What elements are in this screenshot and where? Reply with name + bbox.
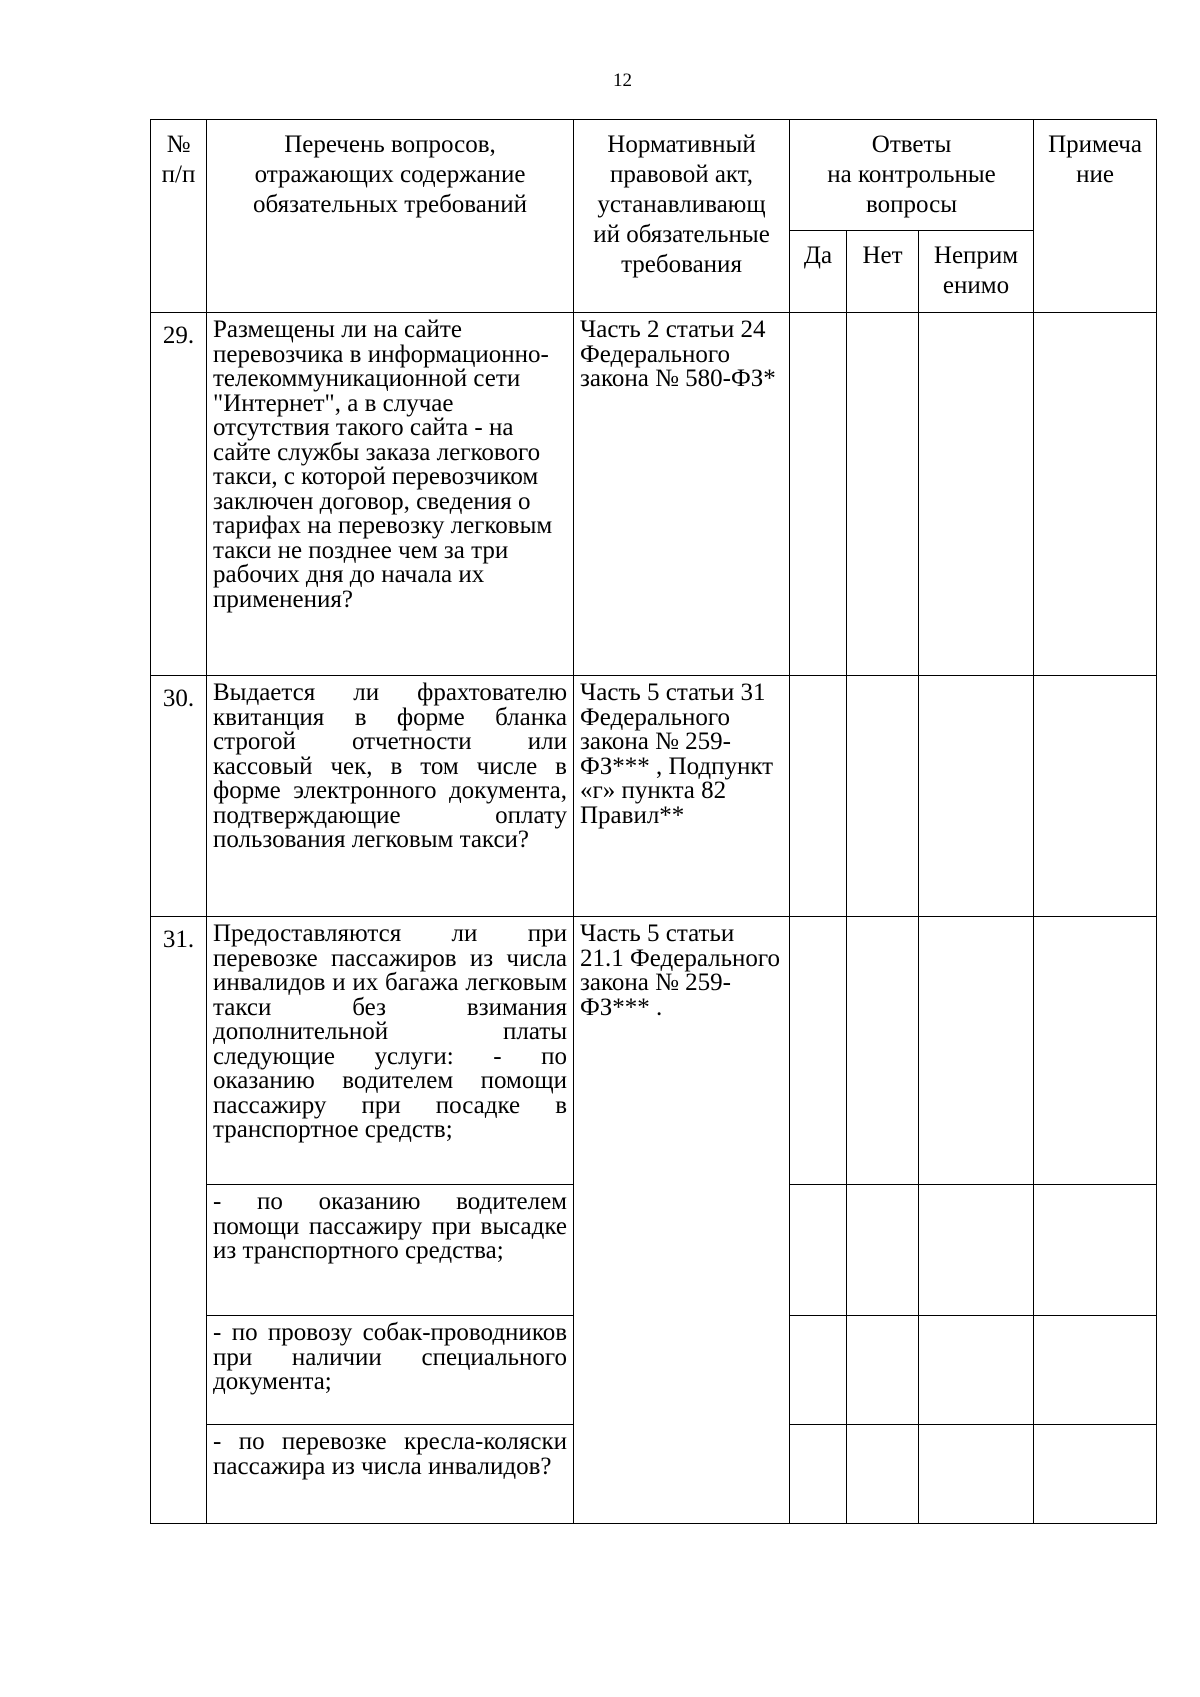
row-30-answer-yes[interactable] xyxy=(790,676,847,917)
header-legal-act-line5: требования xyxy=(621,251,742,278)
table-row-29 xyxy=(151,313,1157,676)
header-legal-act-line4: ий обязательные xyxy=(593,221,770,248)
row-30-answer-no[interactable] xyxy=(847,676,919,917)
row-30-notes[interactable] xyxy=(1034,676,1157,917)
row-29-answer-yes[interactable] xyxy=(790,313,847,676)
row-31a-answer-not-applicable[interactable] xyxy=(919,917,1034,1185)
header-legal-act xyxy=(574,120,790,313)
row-30-number: 30. xyxy=(151,676,207,917)
row-30-legal-act: Часть 5 статьи 31 Федерального закона № 259-ФЗ*** , Подпункт «г» пункта 82 Правил** xyxy=(574,676,790,917)
row-31-question-b: - по оказанию водителем помощи пассажиру при высадке из транспортного средства; xyxy=(207,1185,574,1316)
row-29-legal-act: Часть 2 статьи 24 Федерального закона № 580-ФЗ* xyxy=(574,313,790,676)
row-31d-answer-not-applicable[interactable] xyxy=(919,1425,1034,1524)
row-31a-answer-no[interactable] xyxy=(847,917,919,1185)
row-31b-notes[interactable] xyxy=(1034,1185,1157,1316)
row-31-legal-act: Часть 5 статьи 21.1 Федерального закона № 259-ФЗ*** . xyxy=(574,917,790,1524)
header-no: Нет xyxy=(847,231,919,313)
row-30-question: Выдается ли фрахтователю квитанция в форме бланка строгой отчетности или кассовый чек, в том числе в форме электронного документа, подтверждающие оплату пользования легковым такси? xyxy=(207,676,574,917)
row-30-answer-not-applicable[interactable] xyxy=(919,676,1034,917)
row-29-answer-no[interactable] xyxy=(847,313,919,676)
row-31b-answer-not-applicable[interactable] xyxy=(919,1185,1034,1316)
row-31-number: 31. xyxy=(151,917,207,1524)
row-31c-answer-yes[interactable] xyxy=(790,1316,847,1425)
header-not-applicable-line2: енимо xyxy=(942,272,1010,299)
row-31d-answer-yes[interactable] xyxy=(790,1425,847,1524)
row-29-number: 29. xyxy=(151,313,207,676)
header-number xyxy=(151,120,207,313)
header-row-1 xyxy=(151,120,1157,231)
header-not-applicable xyxy=(919,231,1034,313)
row-31c-answer-no[interactable] xyxy=(847,1316,919,1425)
header-notes-line1: Примеча xyxy=(1048,131,1142,158)
row-31a-answer-yes[interactable] xyxy=(790,917,847,1185)
header-legal-act-line1: Нормативный xyxy=(607,131,756,158)
header-legal-act-line3: устанавливающ xyxy=(597,191,766,218)
row-31-question-c: - по провозу собак-проводников при наличии специального документа; xyxy=(207,1316,574,1425)
row-31d-notes[interactable] xyxy=(1034,1425,1157,1524)
row-31c-notes[interactable] xyxy=(1034,1316,1157,1425)
row-31c-answer-not-applicable[interactable] xyxy=(919,1316,1034,1425)
row-31b-answer-no[interactable] xyxy=(847,1185,919,1316)
row-31d-answer-no[interactable] xyxy=(847,1425,919,1524)
page-number: 12 xyxy=(613,70,632,91)
row-31-question-d: - по перевозке кресла-коляски пассажира из числа инвалидов? xyxy=(207,1425,574,1524)
table-row-31a xyxy=(151,917,1157,1185)
row-31a-notes[interactable] xyxy=(1034,917,1157,1185)
checklist-table xyxy=(150,119,1157,1524)
row-29-notes[interactable] xyxy=(1034,313,1157,676)
header-answers-line2: на контрольные xyxy=(827,161,996,188)
table-row-30 xyxy=(151,676,1157,917)
header-questions: Перечень вопросов, отражающих содержание обязательных требований xyxy=(207,120,574,313)
header-number-line1: № xyxy=(166,131,191,158)
row-29-answer-not-applicable[interactable] xyxy=(919,313,1034,676)
header-legal-act-line2: правовой акт, xyxy=(609,161,754,188)
header-answers-line3: вопросы xyxy=(866,191,958,218)
row-29-question: Размещены ли на сайте перевозчика в информационно-телекоммуникационной сети "Интернет", а в случае отсутствия такого сайта - на сайте службы заказа легкового такси, с которой перевозчиком заключен договор, сведения о тарифах на перевозку легковым такси не позднее чем за три рабочих дня до начала их применения? xyxy=(207,313,574,676)
row-31-question-a: Предоставляются ли при перевозке пассажиров из числа инвалидов и их багажа легковым такси без взимания дополнительной платы следующие услуги: - по оказанию водителем помощи пассажиру при посадке в транспортное средств; xyxy=(207,917,574,1185)
header-yes: Да xyxy=(790,231,847,313)
header-notes-line2: ние xyxy=(1076,161,1114,188)
header-not-applicable-line1: Неприм xyxy=(933,242,1019,269)
header-number-line2: п/п xyxy=(161,161,196,188)
header-notes xyxy=(1034,120,1157,313)
header-answers xyxy=(790,120,1034,231)
header-answers-line1: Ответы xyxy=(871,131,952,158)
row-31b-answer-yes[interactable] xyxy=(790,1185,847,1316)
